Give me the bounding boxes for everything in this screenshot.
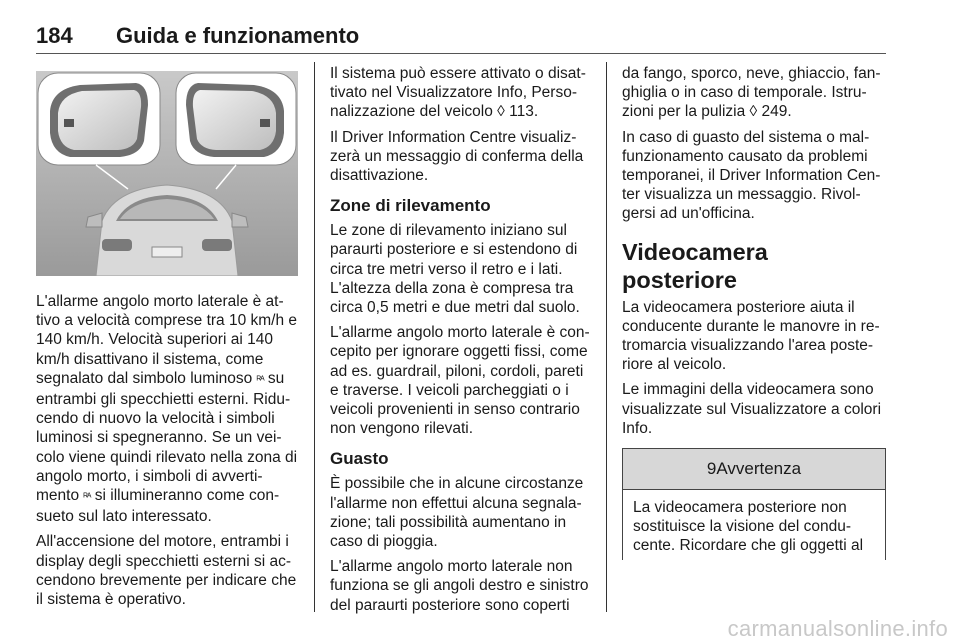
blind-spot-icon: ᴿᴬ — [256, 374, 264, 386]
paragraph — [36, 292, 298, 526]
text-run: su entrambi gli specchietti esterni. Ridu-cendo di nuovo la velocità i simboli luminosi si spegneranno. Se un vei-colo viene quindi rilevato nella zona di angolo morto, i simboli di avverti-mento — [36, 369, 298, 505]
paragraph: L'allarme angolo morto laterale è con-cepito per ignorare oggetti fissi, come ad es. guardrail, piloni, cordoli, pareti e traverse. I veicoli parcheggiati o i veicoli provenienti in senso contrario non vengono rilevati. — [330, 324, 590, 438]
warning-box — [622, 448, 886, 560]
mirror-car-illustration — [36, 71, 298, 276]
paragraph: È possibile che in alcune circostanze l'allarme non effettui alcuna segnala-zione; tali possibilità aumentano in caso di pioggia. — [330, 475, 584, 551]
text-run: L'allarme angolo morto laterale è at-tivo a velocità comprese tra 10 km/h e 140 km/h. Velocità superiori ai 140 km/h disattivano il sistema, come segnalato dal simbolo luminoso — [36, 293, 298, 387]
paragraph: All'accensione del motore, entrambi i display degli specchietti esterni si ac-cendono brevemente per indicare che il sistema è operativo. — [36, 533, 297, 609]
section-heading: Videocamera posteriore — [622, 238, 768, 293]
paragraph: Il sistema può essere attivato o disat-tivato nel Visualizzatore Info, Perso-nalizzazione del veicolo ◊ 113. — [330, 65, 586, 121]
paragraph: L'allarme angolo morto laterale non funziona se gli angoli destro e sinistro del paraurti posteriore sono coperti — [330, 558, 589, 614]
paragraph: Le immagini della videocamera sono visualizzate sul Visualizzatore a colori Info. — [622, 381, 882, 437]
section-heading: Zone di rilevamento — [330, 196, 491, 216]
column-divider — [314, 62, 315, 612]
paragraph: In caso di guasto del sistema o mal-funzionamento causato da problemi temporanei, il Driver Information Cen-ter visualizza un messaggio. Rivol-gersi ad un'officina. — [622, 128, 881, 223]
page-number: 184 — [36, 23, 73, 48]
column-2 — [330, 64, 592, 621]
warning-title: 9Avvertenza — [623, 449, 885, 490]
warning-text: La videocamera posteriore non sostituisce la visione del condu-cente. Ricordare che gli oggetti al — [633, 499, 864, 555]
column-divider — [606, 62, 607, 612]
column-3 — [622, 64, 886, 560]
paragraph: Il Driver Information Centre visualiz-zerà un messaggio di conferma della disattivazione. — [330, 128, 584, 185]
section-heading: Guasto — [330, 449, 389, 469]
watermark: carmanualsonline.info — [727, 616, 948, 641]
text-run: si illumineranno come con-sueto sul lato interessato. — [36, 487, 280, 526]
paragraph: Le zone di rilevamento iniziano sul paraurti posteriore e si estendono di circa tre metri verso il retro e i lati. L'altezza della zona è compresa tra circa 0,5 metri e due metri dal suolo. — [330, 222, 580, 317]
column-1 — [36, 292, 298, 615]
paragraph: da fango, sporco, neve, ghiaccio, fan-ghiglia o in caso di temporale. Istru-zioni per la pulizia ◊ 249. — [622, 65, 881, 121]
blind-spot-icon: ᴿᴬ — [83, 492, 91, 504]
page-header — [36, 22, 886, 50]
page-title: Guida e funzionamento — [116, 23, 360, 48]
header-divider — [36, 53, 886, 54]
paragraph: La videocamera posteriore aiuta il conducente durante le manovre in re-tromarcia visualizzando l'area poste-riore al veicolo. — [622, 298, 880, 374]
